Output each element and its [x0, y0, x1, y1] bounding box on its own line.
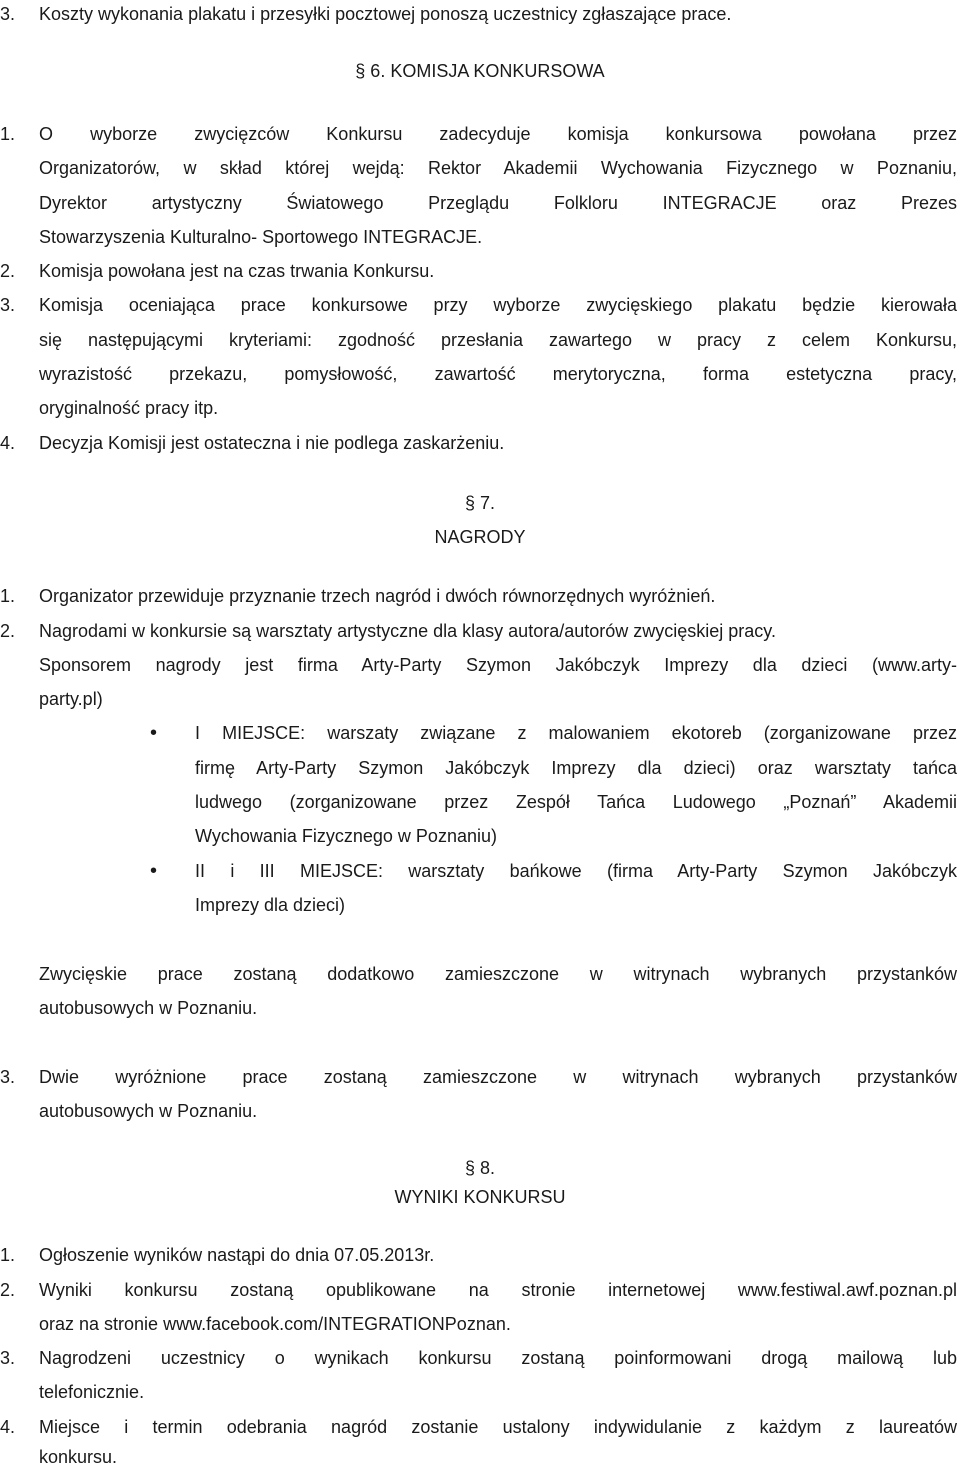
item-text: Komisja oceniająca prace konkursowe przy wyborze zwycięskiego plakatu będzie kierowała — [39, 295, 957, 315]
paragraph-text: Zwycięskie prace zostaną dodatkowo zamieszczone w witrynach wybranych przystanków — [39, 964, 957, 984]
item-text: się następującymi kryteriami: zgodność przesłania zawartego w pracy z celem Konkursu, — [39, 330, 957, 350]
bullet-text: ludwego (zorganizowane przez Zespół Tańca Ludowego „Poznań” Akademii — [195, 792, 957, 812]
bullet-text: II i III MIEJSCE: warsztaty bańkowe (firma Arty-Party Szymon Jakóbczyk — [195, 861, 957, 881]
section-heading-8-title: WYNIKI KONKURSU — [394, 1187, 566, 1207]
item-text: oryginalność pracy itp. — [39, 398, 219, 418]
item-text: Organizatorów, w skład której wejdą: Rektor Akademii Wychowania Fizycznego w Poznaniu, — [39, 158, 957, 178]
section-heading-8-number: § 8. — [464, 1158, 496, 1178]
item-text: Nagrodami w konkursie są warsztaty artystyczne dla klasy autora/autorów zwycięskiej pracy. — [39, 621, 776, 641]
section-heading-7-number: § 7. — [464, 493, 496, 513]
item-text: Dyrektor artystyczny Światowego Przeglądu Folkloru INTEGRACJE oraz Prezes — [39, 193, 957, 213]
item-number: 2. — [0, 1280, 16, 1300]
item-text: Dwie wyróżnione prace zostaną zamieszczone w witrynach wybranych przystanków — [39, 1067, 957, 1087]
item-number: 4. — [0, 433, 16, 453]
item-number: 1. — [0, 1245, 16, 1265]
item-text: Organizator przewiduje przyznanie trzech nagród i dwóch równorzędnych wyróżnień. — [39, 586, 716, 606]
item-text: O wyborze zwycięzców Konkursu zadecyduje komisja konkursowa powołana przez — [39, 124, 957, 144]
item-text: autobusowych w Poznaniu. — [39, 1101, 258, 1121]
bullet-text: I MIEJSCE: warszaty związane z malowaniem ekotoreb (zorganizowane przez — [195, 723, 957, 743]
item-number: 2. — [0, 621, 16, 641]
item-number: 3. — [0, 295, 16, 315]
item-text: oraz na stronie www.facebook.com/INTEGRATIONPoznan. — [39, 1314, 511, 1334]
item-number: 4. — [0, 1417, 16, 1437]
item-text: Koszty wykonania plakatu i przesyłki pocztowej ponoszą uczestnicy zgłaszające prace. — [39, 4, 732, 24]
item-text: Decyzja Komisji jest ostateczna i nie podlega zaskarżeniu. — [39, 433, 505, 453]
item-text: Komisja powołana jest na czas trwania Konkursu. — [39, 261, 435, 281]
item-number: 3. — [0, 1067, 16, 1087]
bullet-text: firmę Arty-Party Szymon Jakóbczyk Imprezy dla dzieci) oraz warsztaty tańca — [195, 758, 957, 778]
item-number: 2. — [0, 261, 16, 281]
item-number: 1. — [0, 124, 16, 144]
item-text: party.pl) — [39, 689, 103, 709]
bullet-icon: • — [150, 722, 158, 744]
item-text: Ogłoszenie wyników nastąpi do dnia 07.05.2013r. — [39, 1245, 435, 1265]
item-number: 1. — [0, 586, 16, 606]
item-text: Nagrodzeni uczestnicy o wynikach konkursu zostaną poinformowani drogą mailową lub — [39, 1348, 957, 1368]
paragraph-text: autobusowych w Poznaniu. — [39, 998, 258, 1018]
section-heading-7-title: NAGRODY — [434, 527, 526, 547]
item-number: 3. — [0, 1348, 16, 1368]
item-text: Sponsorem nagrody jest firma Arty-Party Szymon Jakóbczyk Imprezy dla dzieci (www.arty- — [39, 655, 957, 675]
bullet-text: Wychowania Fizycznego w Poznaniu) — [195, 826, 497, 846]
item-text: wyrazistość przekazu, pomysłowość, zawartość merytoryczna, forma estetyczna pracy, — [39, 364, 957, 384]
item-text: telefonicznie. — [39, 1382, 145, 1402]
item-text: Miejsce i termin odebrania nagród zostanie ustalony indywidulanie z każdym z laureatów — [39, 1417, 957, 1437]
bullet-icon: • — [150, 860, 158, 882]
item-text: Wyniki konkursu zostaną opublikowane na stronie internetowej www.festiwal.awf.poznan.pl — [39, 1280, 957, 1300]
section-heading-6: § 6. KOMISJA KONKURSOWA — [355, 61, 605, 81]
item-text: Stowarzyszenia Kulturalno- Sportowego INTEGRACJE. — [39, 227, 483, 247]
item-number: 3. — [0, 4, 16, 24]
bullet-text: Imprezy dla dzieci) — [195, 895, 346, 915]
item-text: konkursu. — [39, 1447, 118, 1467]
